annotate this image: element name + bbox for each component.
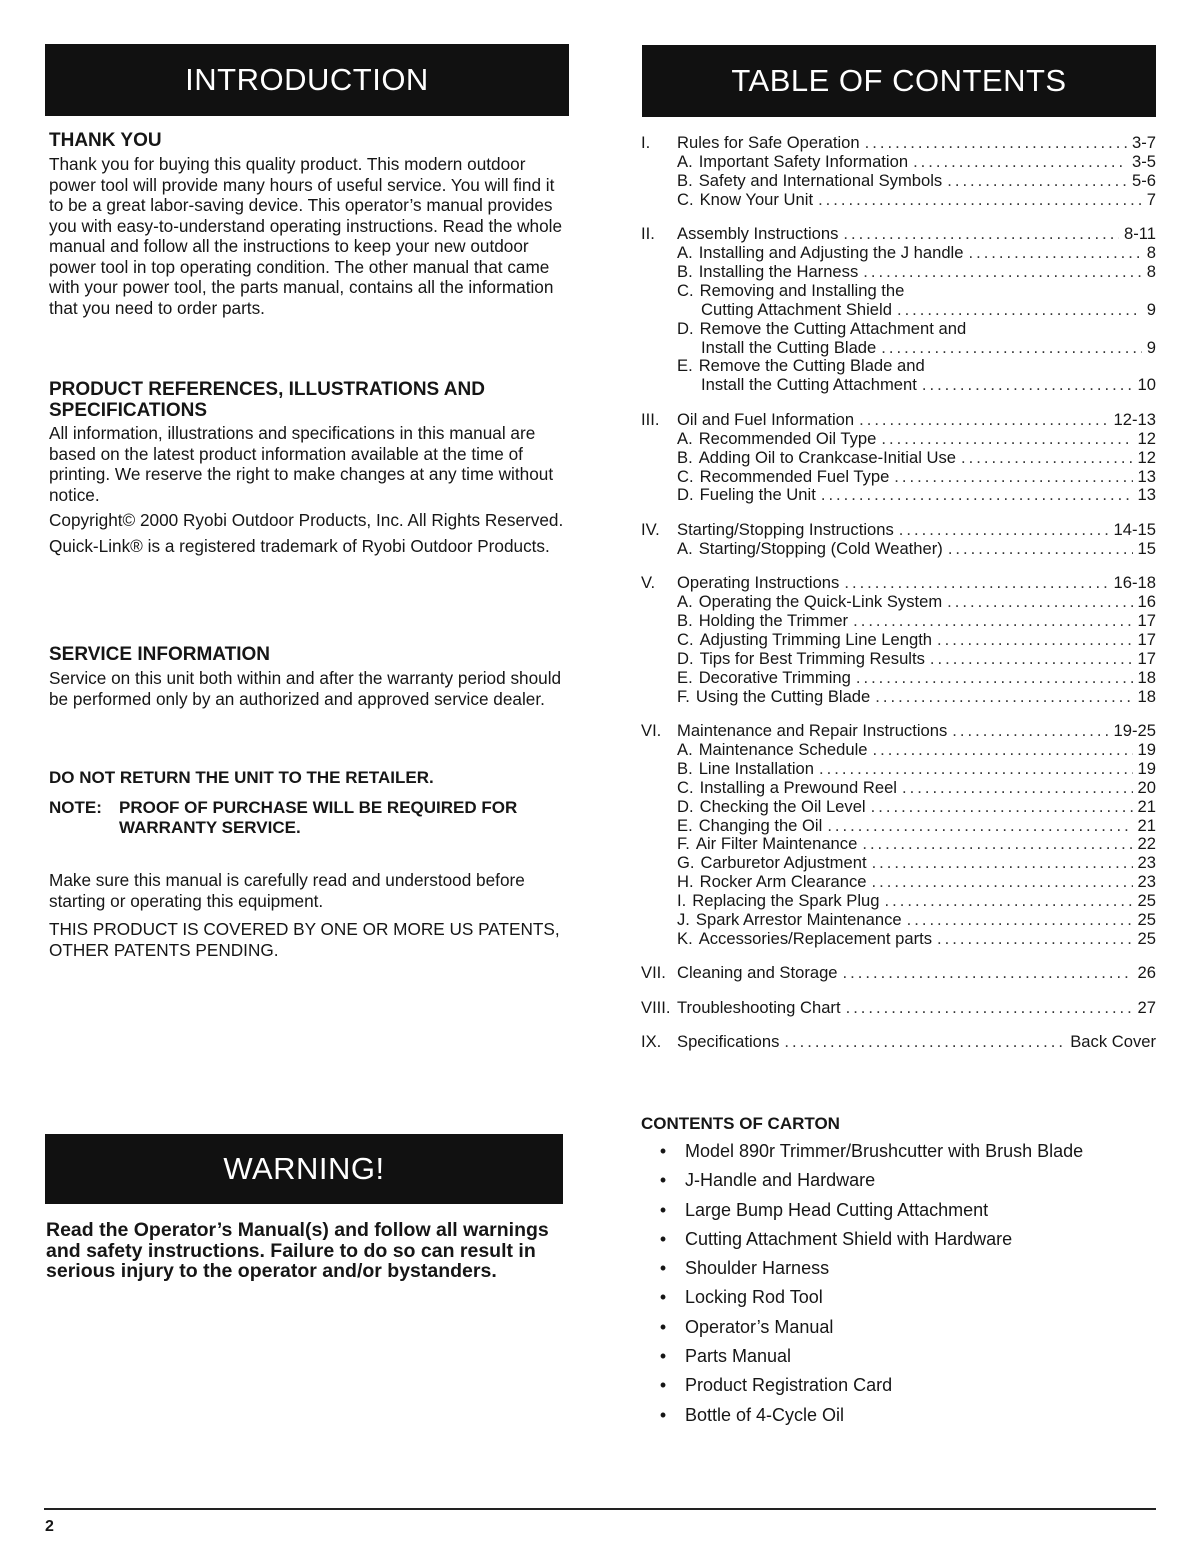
product-references-heading: PRODUCT REFERENCES, ILLUSTRATIONS AND SPECIFICATIONS — [49, 379, 485, 421]
toc-leader-dots — [961, 449, 1133, 468]
carton-item-label: Locking Rod Tool — [685, 1287, 823, 1308]
toc-section — [641, 411, 1156, 506]
toc-page-ref: 21 — [1137, 815, 1156, 835]
toc-leader-dots — [937, 631, 1132, 650]
do-not-return-text: DO NOT RETURN THE UNIT TO THE RETAILER. — [49, 768, 434, 787]
toc-leader-dots — [948, 540, 1133, 559]
toc-subentry-title: Remove the Cutting Attachment and — [699, 318, 967, 338]
toc-leader-dots — [937, 930, 1133, 949]
list-item — [641, 1137, 1156, 1166]
toc-page-ref: 13 — [1137, 466, 1156, 486]
toc-leader-dots — [913, 153, 1127, 172]
toc-subentry-letter: C. — [677, 189, 694, 209]
trademark-text: Quick-Link® is a registered trademark of Ryobi Outdoor Products. — [49, 535, 550, 556]
toc-section-number: VIII. — [641, 997, 671, 1017]
toc-subentry-title: Air Filter Maintenance — [695, 834, 858, 854]
toc-section-number: II. — [641, 224, 655, 244]
toc-leader-dots — [873, 741, 1133, 760]
toc-subentry-letter: G. — [677, 853, 695, 873]
toc-page-ref: 10 — [1137, 375, 1156, 395]
carton-item-label: Bottle of 4-Cycle Oil — [685, 1404, 845, 1425]
toc-subentry-title: Safety and International Symbols — [698, 170, 943, 190]
toc-subentry-letter: A. — [677, 592, 693, 612]
toc-leader-dots — [844, 574, 1108, 593]
toc-subentry-title: Operating the Quick-Link System — [698, 592, 943, 612]
toc-page-ref: 27 — [1137, 997, 1156, 1017]
warranty-note — [49, 798, 569, 838]
toc-entry — [641, 411, 1156, 430]
toc-page-ref: 9 — [1146, 299, 1156, 319]
toc-subentry-letter: D. — [677, 318, 694, 338]
toc-leader-dots — [827, 817, 1132, 836]
toc-leader-dots — [863, 263, 1142, 282]
carton-item-label: Large Bump Head Cutting Attachment — [685, 1199, 989, 1220]
toc-page-ref: 17 — [1137, 610, 1156, 630]
list-item — [641, 1401, 1156, 1430]
toc-subentry-letter: C. — [677, 777, 694, 797]
list-item — [641, 1196, 1156, 1225]
toc-subentry — [641, 760, 1156, 779]
toc-subentry-title: Fueling the Unit — [699, 485, 816, 505]
toc-leader-dots — [881, 430, 1132, 449]
toc-subentry-title: Checking the Oil Level — [699, 796, 866, 816]
toc-subentry-letter: H. — [677, 872, 694, 892]
thank-you-section — [49, 130, 569, 318]
toc-subentry-title: Adding Oil to Crankcase-Initial Use — [698, 447, 957, 467]
contents-of-carton — [641, 1114, 1156, 1430]
toc-page-ref: 18 — [1137, 667, 1156, 687]
toc-subentry-title: Accessories/Replacement parts — [698, 928, 933, 948]
toc-subentry-letter: J. — [677, 910, 690, 930]
toc-section-number: IV. — [641, 519, 660, 539]
carton-item-label: Operator’s Manual — [685, 1316, 834, 1337]
toc-section — [641, 722, 1156, 949]
toc-subentry-letter: E. — [677, 356, 693, 376]
carton-item-label: Model 890r Trimmer/Brushcutter with Brush Blade — [685, 1141, 1084, 1161]
toc-subentry — [641, 873, 1156, 892]
carton-item-label: Parts Manual — [685, 1346, 792, 1367]
toc-subentry-title: Carburetor Adjustment — [700, 853, 867, 873]
toc-leader-dots — [899, 521, 1109, 540]
service-information-heading: SERVICE INFORMATION — [49, 644, 270, 665]
toc-page-ref: 25 — [1137, 910, 1156, 930]
toc-subentry — [641, 741, 1156, 760]
note-label: NOTE: — [49, 798, 102, 817]
toc-page-ref: 26 — [1137, 963, 1156, 983]
toc-section-number: V. — [641, 573, 656, 593]
make-sure-text: Make sure this manual is carefully read and understood before starting or operating this equipment. — [49, 870, 525, 911]
toc-section-title: Maintenance and Repair Instructions — [677, 720, 948, 740]
toc-subentry-title: Using the Cutting Blade — [695, 686, 871, 706]
toc-subentry-letter: A. — [677, 739, 693, 759]
toc-page-ref: 17 — [1137, 629, 1156, 649]
toc-section — [641, 134, 1156, 210]
footer-divider — [44, 1508, 1156, 1510]
toc-section-title: Specifications — [677, 1032, 780, 1052]
toc-entry — [641, 1033, 1156, 1052]
toc-leader-dots — [885, 892, 1133, 911]
toc-leader-dots — [862, 835, 1132, 854]
carton-item-label: Shoulder Harness — [685, 1258, 830, 1279]
toc-subentry — [641, 779, 1156, 798]
toc-page-ref: 18 — [1137, 686, 1156, 706]
toc-subentry-letter: A. — [677, 538, 693, 558]
toc-subentry — [641, 631, 1156, 650]
toc-subentry-title: Know Your Unit — [699, 189, 814, 209]
bullet-icon: • — [659, 1258, 667, 1279]
toc-subentry-letter: D. — [677, 648, 694, 668]
introduction-column — [49, 130, 569, 960]
toc-page-ref: 12 — [1137, 447, 1156, 467]
toc-subentry-title-cont: Install the Cutting Blade — [701, 337, 877, 357]
toc-page-ref: 9 — [1146, 337, 1156, 357]
toc-subentry-title-cont: Install the Cutting Attachment — [701, 375, 917, 395]
carton-item-label: Product Registration Card — [685, 1375, 893, 1396]
toc-entry — [641, 574, 1156, 593]
toc-subentry — [641, 153, 1156, 172]
toc-page-ref: 8-11 — [1124, 224, 1156, 244]
toc-section-number: VI. — [641, 720, 662, 740]
toc-page-ref: 23 — [1137, 853, 1156, 873]
toc-page-ref: 7 — [1146, 189, 1156, 209]
toc-page-ref: 17 — [1137, 648, 1156, 668]
bullet-icon: • — [659, 1141, 667, 1161]
bullet-icon: • — [659, 1346, 667, 1367]
toc-leader-dots — [894, 468, 1132, 487]
toc-page-ref: 3-7 — [1132, 133, 1156, 152]
toc-subentry — [641, 172, 1156, 191]
toc-page-ref: 14-15 — [1113, 519, 1156, 539]
toc-leader-dots — [881, 339, 1142, 358]
toc-leader-dots — [821, 486, 1133, 505]
toc-subentry — [641, 191, 1156, 210]
toc-subentry-title-cont: Cutting Attachment Shield — [701, 299, 892, 319]
toc-page-ref: 16 — [1137, 592, 1156, 612]
toc-section — [641, 1033, 1156, 1052]
toc-subentry-letter: F. — [677, 834, 690, 854]
toc-section-number: I. — [641, 133, 651, 152]
thank-you-text: Thank you for buying this quality product. This modern outdoor power tool will provide many hours of useful service. You will find it to be a great labor-saving device. This operator’s manual provides you with easy-to-understand operating instructions. Read the whole manual and follow all the instructions to keep your new outdoor power tool in top operating condition. The other manual that came with your power tool, the parts manual, contains all the information that you need to order parts. — [49, 154, 563, 318]
toc-section-title: Oil and Fuel Information — [677, 409, 855, 429]
bullet-icon: • — [659, 1287, 667, 1308]
toc-page-ref: 8 — [1146, 243, 1156, 263]
service-information-section — [49, 644, 569, 709]
bullet-icon: • — [659, 1199, 667, 1220]
toc-page-ref: 15 — [1137, 538, 1156, 558]
toc-subentry — [641, 486, 1156, 505]
toc-subentry-letter: C. — [677, 629, 694, 649]
toc-entry — [641, 225, 1156, 244]
toc-leader-dots — [872, 854, 1133, 873]
bullet-icon: • — [659, 1228, 667, 1249]
toc-subentry-continuation — [641, 376, 1156, 395]
toc-leader-dots — [859, 411, 1108, 430]
note-text: PROOF OF PURCHASE WILL BE REQUIRED FOR WARRANTY SERVICE. — [119, 798, 518, 837]
toc-page-ref: 13 — [1137, 485, 1156, 505]
copyright-text: Copyright© 2000 Ryobi Outdoor Products, Inc. All Rights Reserved. — [49, 510, 564, 530]
toc-subentry — [641, 688, 1156, 707]
toc-subentry-title: Recommended Oil Type — [698, 428, 877, 448]
patents-text: THIS PRODUCT IS COVERED BY ONE OR MORE US PATENTS, OTHER PATENTS PENDING. — [49, 919, 560, 960]
warning-text: Read the Operator’s Manual(s) and follow all warnings and safety instructions. Failure to do so can result in serious injury to the operator and/or bystanders. — [46, 1219, 549, 1282]
toc-section-number: III. — [641, 409, 660, 429]
toc-subentry — [641, 817, 1156, 836]
toc-subentry — [641, 892, 1156, 911]
toc-subentry — [641, 449, 1156, 468]
toc-subentry-title: Installing the Harness — [698, 261, 859, 281]
toc-entry — [641, 134, 1156, 153]
bullet-icon: • — [659, 1404, 667, 1425]
bullet-icon: • — [659, 1375, 667, 1396]
toc-page-ref: 20 — [1137, 777, 1156, 797]
toc-page-ref: 25 — [1137, 928, 1156, 948]
toc-page-ref: 19-25 — [1113, 720, 1156, 740]
list-item — [641, 1313, 1156, 1342]
toc-section-number: VII. — [641, 963, 666, 983]
carton-item-label: Cutting Attachment Shield with Hardware — [685, 1228, 1013, 1249]
toc-subentry-letter: E. — [677, 667, 693, 687]
toc-section-title: Operating Instructions — [677, 573, 840, 593]
toc-section-title: Troubleshooting Chart — [677, 997, 841, 1017]
carton-heading: CONTENTS OF CARTON — [641, 1114, 840, 1133]
introduction-banner: INTRODUCTION — [45, 44, 569, 116]
toc-subentry-letter: F. — [677, 686, 690, 706]
toc-subentry — [641, 650, 1156, 669]
toc-subentry-title: Line Installation — [698, 758, 815, 778]
toc-subentry-letter: E. — [677, 815, 693, 835]
warning-banner: WARNING! — [45, 1134, 563, 1204]
toc-page-ref: 22 — [1137, 834, 1156, 854]
toc-subentry-title: Replacing the Spark Plug — [692, 891, 880, 911]
toc-page-ref: 25 — [1137, 891, 1156, 911]
toc-subentry-letter: C. — [677, 466, 694, 486]
bullet-icon: • — [659, 1316, 667, 1337]
toc-leader-dots — [907, 911, 1133, 930]
carton-item-label: J-Handle and Hardware — [685, 1170, 876, 1191]
toc-subentry — [641, 282, 1156, 301]
toc-leader-dots — [853, 612, 1132, 631]
toc-subentry-letter: C. — [677, 280, 694, 300]
toc-section-title: Assembly Instructions — [677, 224, 839, 244]
toc-leader-dots — [875, 688, 1132, 707]
product-references-text: All information, illustrations and specifications in this manual are based on the latest product information available at the time of printing. We reserve the right to make changes at any time without notice. — [49, 423, 554, 505]
toc-leader-dots — [865, 134, 1127, 153]
toc-entry — [641, 521, 1156, 540]
toc-leader-dots — [922, 376, 1133, 395]
toc-leader-dots — [819, 760, 1133, 779]
table-of-contents-banner: TABLE OF CONTENTS — [642, 45, 1156, 117]
toc-leader-dots — [952, 722, 1108, 741]
toc-page-ref: Back Cover — [1070, 1032, 1156, 1052]
toc-subentry-title: Remove the Cutting Blade and — [698, 356, 925, 376]
toc-leader-dots — [846, 999, 1133, 1018]
product-references-section — [49, 379, 569, 556]
toc-page-ref: 23 — [1137, 872, 1156, 892]
toc-leader-dots — [947, 593, 1132, 612]
toc-subentry-title: Starting/Stopping (Cold Weather) — [698, 538, 943, 558]
toc-subentry-letter: A. — [677, 151, 693, 171]
toc-leader-dots — [902, 779, 1133, 798]
toc-leader-dots — [843, 964, 1133, 983]
toc-leader-dots — [968, 244, 1141, 263]
toc-subentry-title: Removing and Installing the — [699, 280, 905, 300]
toc-subentry-title: Installing a Prewound Reel — [699, 777, 897, 797]
list-item — [641, 1254, 1156, 1283]
toc-subentry-letter: K. — [677, 928, 693, 948]
toc-subentry — [641, 540, 1156, 559]
toc-section — [641, 964, 1156, 983]
page-number: 2 — [45, 1518, 54, 1535]
toc-leader-dots — [784, 1033, 1065, 1052]
toc-subentry-title: Decorative Trimming — [698, 667, 851, 687]
toc-page-ref: 3-5 — [1132, 151, 1156, 171]
toc-subentry-title: Recommended Fuel Type — [699, 466, 890, 486]
thank-you-heading: THANK YOU — [49, 130, 162, 151]
toc-section-title: Cleaning and Storage — [677, 963, 838, 983]
toc-subentry-title: Maintenance Schedule — [698, 739, 868, 759]
toc-page-ref: 8 — [1146, 261, 1156, 281]
toc-subentry-letter: B. — [677, 610, 693, 630]
toc-subentry-title: Adjusting Trimming Line Length — [699, 629, 933, 649]
toc-subentry-continuation — [641, 301, 1156, 320]
toc-subentry-letter: B. — [677, 170, 693, 190]
toc-subentry — [641, 669, 1156, 688]
toc-page-ref: 12 — [1137, 428, 1156, 448]
toc-subentry — [641, 798, 1156, 817]
retailer-notice — [49, 768, 569, 838]
toc-subentry-title: Important Safety Information — [698, 151, 909, 171]
toc-section-title: Starting/Stopping Instructions — [677, 519, 894, 539]
toc-page-ref: 12-13 — [1113, 409, 1156, 429]
toc-subentry-title: Rocker Arm Clearance — [699, 872, 867, 892]
list-item — [641, 1342, 1156, 1371]
toc-subentry — [641, 612, 1156, 631]
toc-subentry — [641, 854, 1156, 873]
toc-subentry-title: Changing the Oil — [698, 815, 823, 835]
toc-leader-dots — [856, 669, 1133, 688]
toc-subentry-letter: A. — [677, 428, 693, 448]
toc-leader-dots — [947, 172, 1127, 191]
carton-list — [641, 1137, 1156, 1430]
toc-section-title: Rules for Safe Operation — [677, 133, 860, 152]
toc-leader-dots — [872, 873, 1133, 892]
toc-page-ref: 19 — [1137, 739, 1156, 759]
toc-subentry — [641, 835, 1156, 854]
toc-subentry-letter: B. — [677, 261, 693, 281]
toc-subentry — [641, 320, 1156, 339]
toc-page-ref: 5-6 — [1132, 170, 1156, 190]
toc-subentry — [641, 468, 1156, 487]
toc-leader-dots — [897, 301, 1142, 320]
service-information-text: Service on this unit both within and after the warranty period should be performed only by an authorized and approved service dealer. — [49, 668, 562, 709]
list-item — [641, 1371, 1156, 1400]
toc-subentry-letter: B. — [677, 447, 693, 467]
closing-section — [49, 870, 569, 960]
toc-page-ref: 16-18 — [1113, 573, 1156, 593]
toc-section — [641, 574, 1156, 706]
toc-section — [641, 999, 1156, 1018]
toc-subentry-title: Tips for Best Trimming Results — [699, 648, 925, 668]
toc-subentry — [641, 430, 1156, 449]
toc-subentry-letter: I. — [677, 891, 687, 911]
toc-subentry — [641, 593, 1156, 612]
list-item — [641, 1166, 1156, 1195]
toc-leader-dots — [871, 798, 1133, 817]
toc-subentry-letter: B. — [677, 758, 693, 778]
toc-subentry-continuation — [641, 339, 1156, 358]
toc-subentry — [641, 263, 1156, 282]
toc-subentry-title: Holding the Trimmer — [698, 610, 849, 630]
bullet-icon: • — [659, 1170, 667, 1191]
toc-subentry — [641, 244, 1156, 263]
toc-subentry — [641, 911, 1156, 930]
toc-leader-dots — [818, 191, 1142, 210]
table-of-contents — [641, 134, 1156, 1068]
toc-section — [641, 225, 1156, 395]
toc-entry — [641, 964, 1156, 983]
toc-section — [641, 521, 1156, 559]
toc-entry — [641, 722, 1156, 741]
list-item — [641, 1225, 1156, 1254]
toc-leader-dots — [843, 225, 1119, 244]
toc-subentry — [641, 930, 1156, 949]
toc-subentry-title: Installing and Adjusting the J handle — [698, 243, 964, 263]
toc-page-ref: 19 — [1137, 758, 1156, 778]
toc-subentry-title: Spark Arrestor Maintenance — [695, 910, 902, 930]
toc-section-number: IX. — [641, 1032, 662, 1052]
toc-entry — [641, 999, 1156, 1018]
toc-page-ref: 21 — [1137, 796, 1156, 816]
toc-subentry-letter: D. — [677, 796, 694, 816]
toc-subentry-letter: A. — [677, 243, 693, 263]
toc-leader-dots — [930, 650, 1133, 669]
list-item — [641, 1283, 1156, 1312]
toc-subentry — [641, 357, 1156, 376]
toc-subentry-letter: D. — [677, 485, 694, 505]
